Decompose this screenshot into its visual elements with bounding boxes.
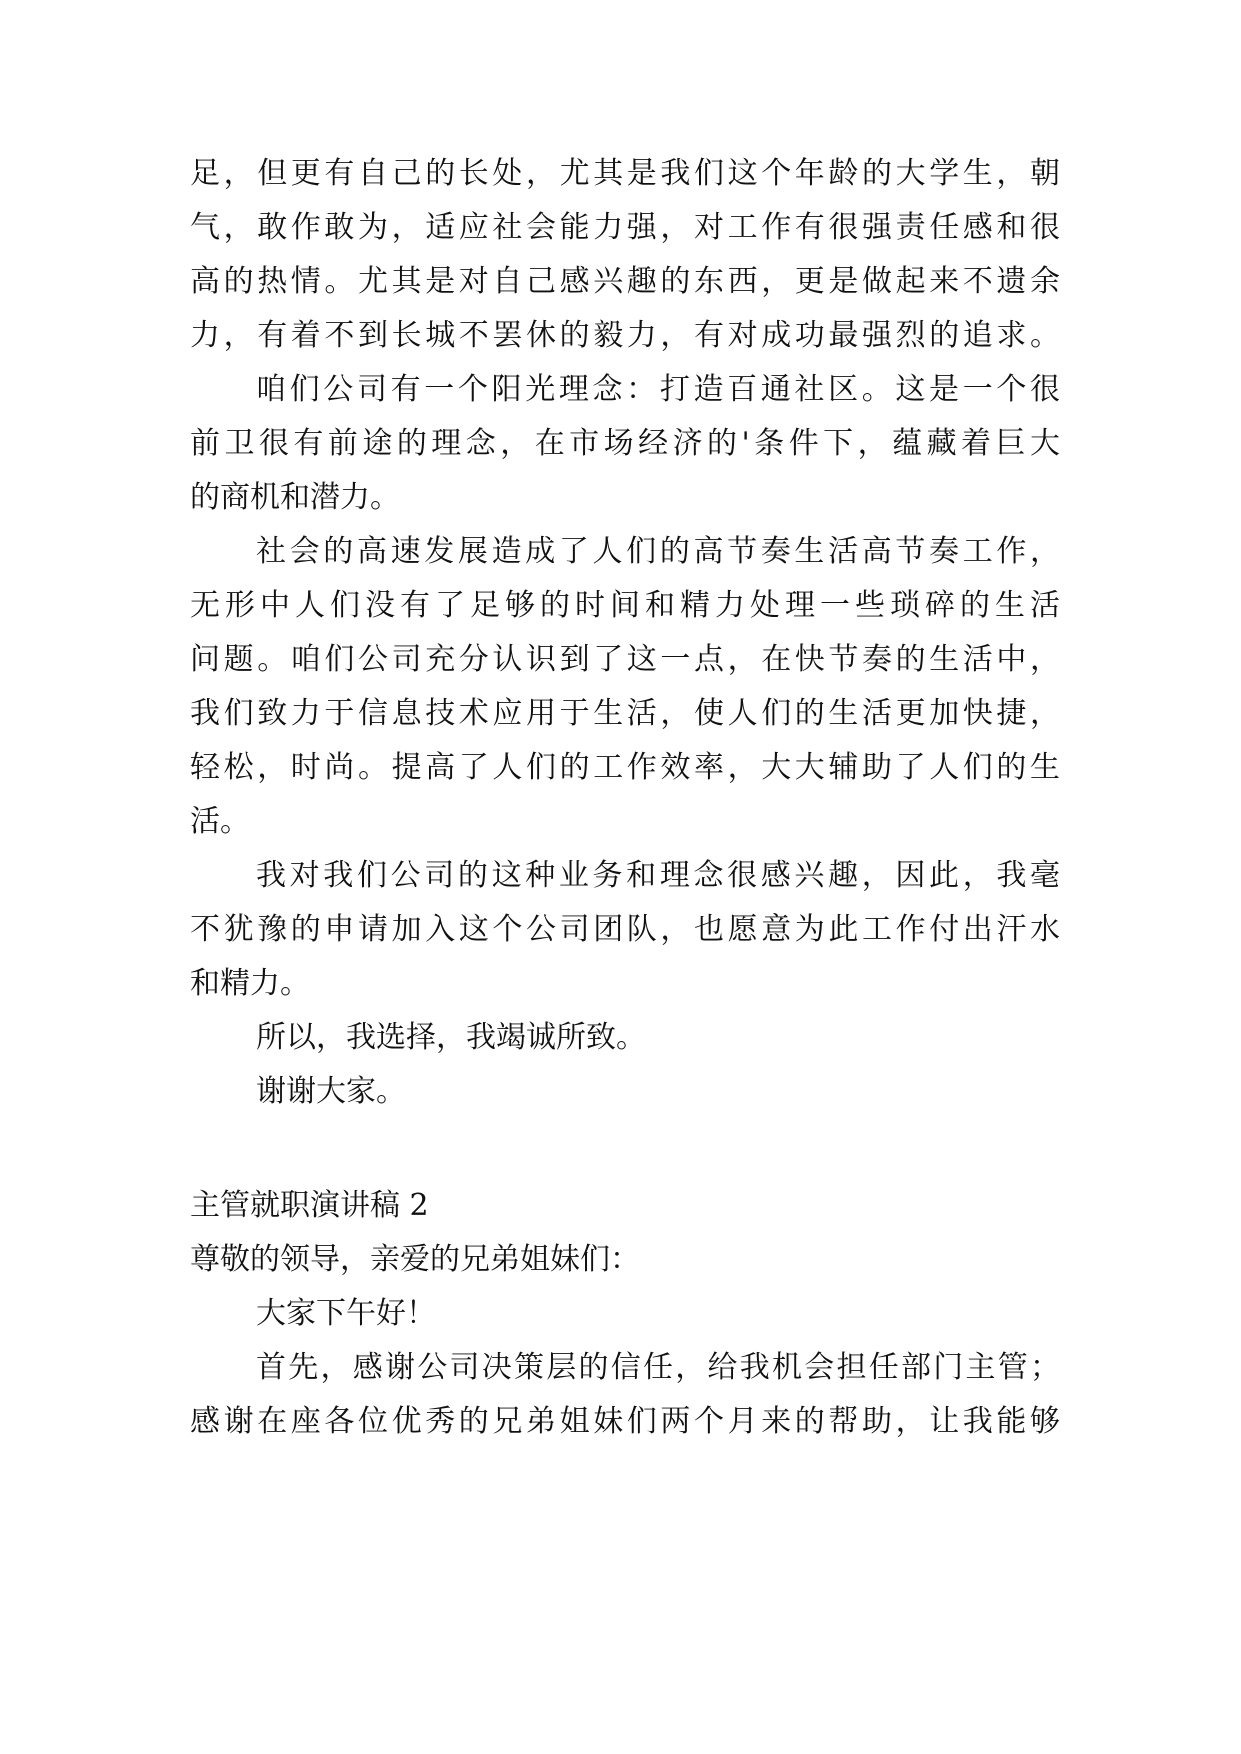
paragraph-line: 问题。咱们公司充分认识到了这一点，在快节奏的生活中， xyxy=(190,642,1060,677)
paragraph-line: 气，敢作敢为，适应社会能力强，对工作有很强责任感和很 xyxy=(190,210,1060,245)
paragraph-line: 前卫很有前途的理念，在市场经济的'条件下，蕴藏着巨大 xyxy=(190,426,1060,461)
paragraph-line: 所以，我选择，我竭诚所致。 xyxy=(256,1020,646,1055)
salutation-line: 尊敬的领导，亲爱的兄弟姐妹们： xyxy=(190,1242,640,1277)
paragraph-line: 轻松，时尚。提高了人们的工作效率，大大辅助了人们的生 xyxy=(190,750,1060,785)
paragraph-line: 我对我们公司的这种业务和理念很感兴趣，因此，我毫 xyxy=(256,858,1060,893)
paragraph-line: 咱们公司有一个阳光理念：打造百通社区。这是一个很 xyxy=(256,372,1060,407)
paragraph-line: 高的热情。尤其是对自己感兴趣的东西，更是做起来不遗余 xyxy=(190,264,1060,299)
paragraph-line: 谢谢大家。 xyxy=(256,1074,406,1109)
paragraph-line: 力，有着不到长城不罢休的毅力，有对成功最强烈的追求。 xyxy=(190,318,1060,353)
paragraph-line: 首先，感谢公司决策层的信任，给我机会担任部门主管； xyxy=(256,1350,1060,1385)
paragraph-line: 社会的高速发展造成了人们的高节奏生活高节奏工作， xyxy=(256,534,1060,569)
paragraph-line: 不犹豫的申请加入这个公司团队，也愿意为此工作付出汗水 xyxy=(190,912,1060,947)
paragraph-line: 和精力。 xyxy=(190,966,310,1001)
paragraph-line: 足，但更有自己的长处，尤其是我们这个年龄的大学生，朝 xyxy=(190,156,1060,191)
paragraph-line: 的商机和潜力。 xyxy=(190,480,400,515)
paragraph-line: 无形中人们没有了足够的时间和精力处理一些琐碎的生活 xyxy=(190,588,1060,623)
paragraph-line: 我们致力于信息技术应用于生活，使人们的生活更加快捷， xyxy=(190,696,1060,731)
greeting-line: 大家下午好！ xyxy=(256,1296,436,1331)
paragraph-line: 活。 xyxy=(190,804,250,839)
section-heading: 主管就职演讲稿 2 xyxy=(190,1188,429,1223)
paragraph-line: 感谢在座各位优秀的兄弟姐妹们两个月来的帮助，让我能够 xyxy=(190,1404,1060,1439)
